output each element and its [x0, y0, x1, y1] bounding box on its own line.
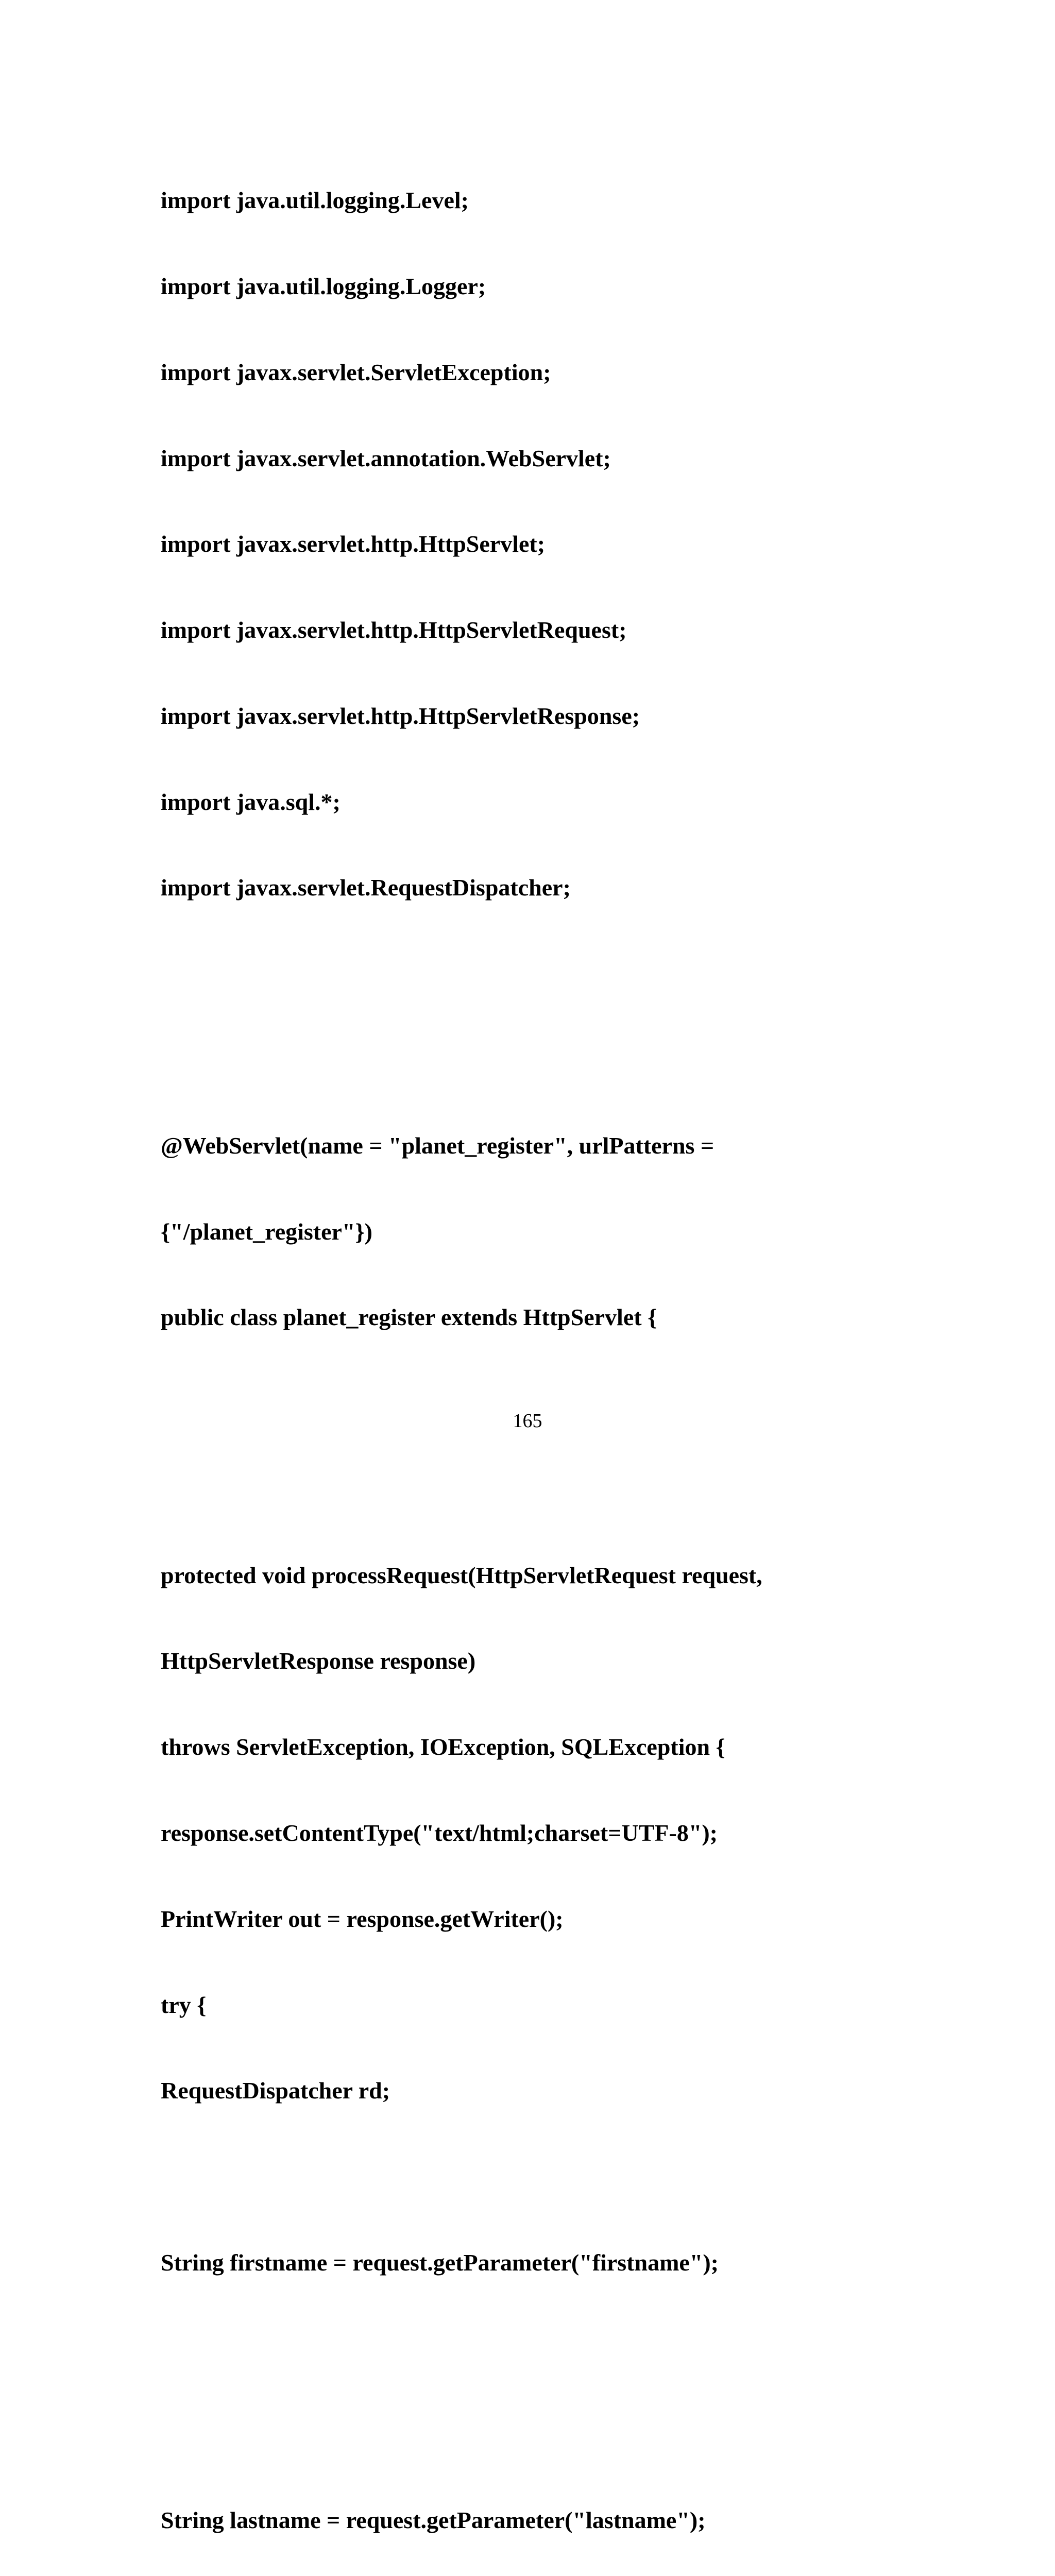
blank-line — [161, 2334, 1036, 2363]
code-line: {"/planet_register"}) — [161, 1218, 372, 1245]
blank-line — [161, 2420, 1036, 2449]
code-line: import javax.servlet.ServletException; — [161, 359, 551, 385]
code-line: PrintWriter out = response.getWriter(); — [161, 1905, 564, 1932]
code-line: import javax.servlet.http.HttpServlet; — [161, 531, 546, 557]
blank-line — [161, 2162, 1036, 2191]
code-line: public class planet_register extends HttpServlet { — [161, 1304, 657, 1331]
code-line: import javax.servlet.http.HttpServletResponse; — [161, 702, 640, 729]
blank-line — [161, 1045, 1036, 1074]
code-line: String lastname = request.getParameter("lastname"); — [161, 2507, 706, 2534]
code-line: import javax.servlet.RequestDispatcher; — [161, 874, 571, 901]
code-line: import javax.servlet.http.HttpServletRequest; — [161, 617, 627, 643]
code-line: import java.util.logging.Logger; — [161, 273, 486, 299]
code-line: RequestDispatcher rd; — [161, 2077, 390, 2104]
blank-line — [161, 959, 1036, 988]
code-line: throws ServletException, IOException, SQLException { — [161, 1734, 725, 1760]
code-line: @WebServlet(name = "planet_register", urlPatterns = — [161, 1132, 714, 1159]
code-line: String firstname = request.getParameter("firstname"); — [161, 2249, 719, 2276]
code-line: import javax.servlet.annotation.WebServlet; — [161, 445, 611, 471]
code-line: try { — [161, 1991, 207, 2018]
page-number: 165 — [513, 1410, 542, 1432]
code-line: import java.util.logging.Level; — [161, 187, 469, 214]
code-line: response.setContentType("text/html;charset=UTF-8"); — [161, 1820, 718, 1846]
code-line: HttpServletResponse response) — [161, 1648, 476, 1674]
code-line: protected void processRequest(HttpServletRequest request, — [161, 1562, 762, 1588]
blank-line — [161, 1475, 1036, 1504]
code-listing — [161, 129, 1036, 2576]
code-line: import java.sql.*; — [161, 788, 341, 815]
